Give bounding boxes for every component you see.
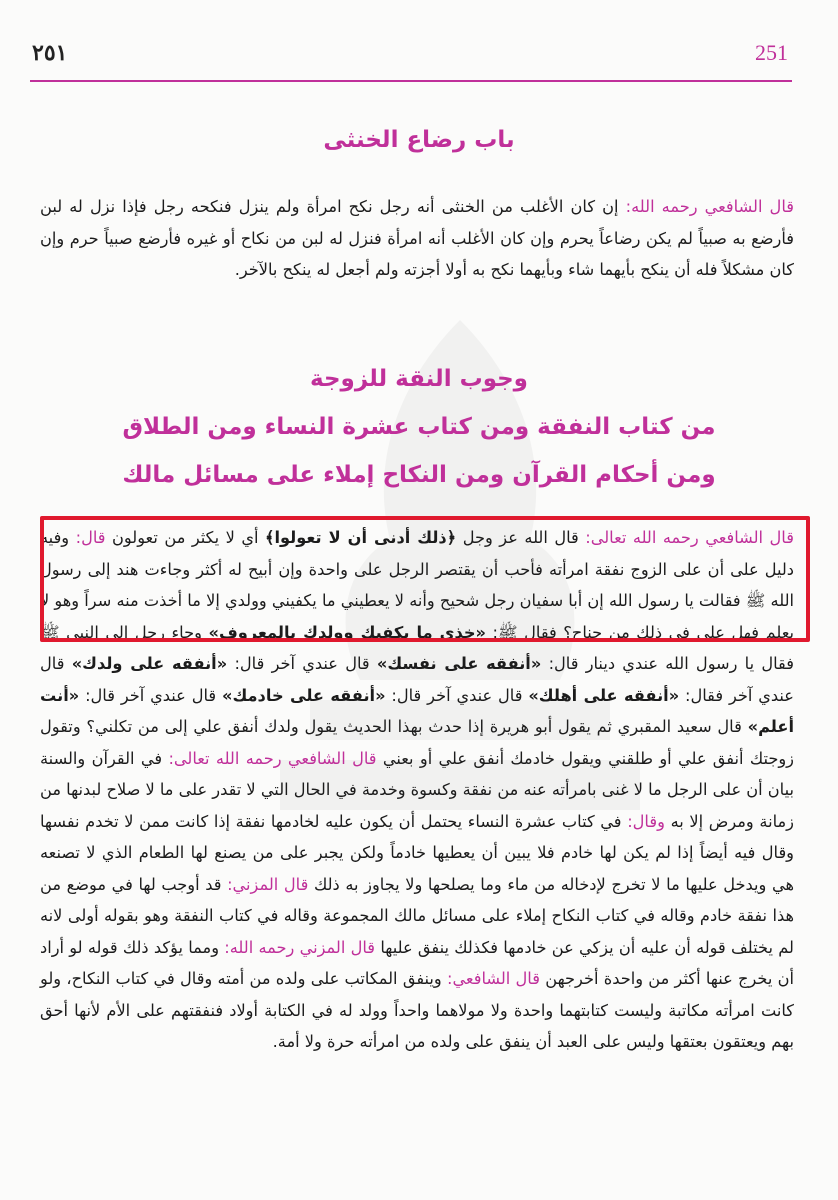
speaker: قال الشافعي رحمه الله تعالى:: [585, 528, 794, 547]
text: قال سعيد المقبري ثم يقول أبو هريرة إذا حدث بهذا الحديث يقول ولدك أنفق علي إلى من تكلني؟ وتقول زوجتك أنفق علي أو طلقني ويقول خادمك أنفق علي أو بعني: [40, 717, 795, 768]
text: قال عندي آخر فقال:: [40, 654, 794, 705]
section-title-khuntha: باب رضاع الخنثى: [323, 127, 515, 153]
hadith-quote: «أنفقه على ولدك»: [71, 654, 228, 673]
text: في القرآن والسنة بيان أن على الرجل ما لا غنى بامرأته عنه من نفقة وكسوة وخدمة في الحال التي لا تقدر على ما لا صلاح لبدنها من زمانة ومرض إلا به: [40, 748, 794, 831]
hadith-quote: «أنت أعلم»: [40, 685, 794, 736]
speaker: قال الشافعي رحمه الله تعالى:: [168, 748, 377, 768]
paragraph-text: إن كان الأغلب من الخنثى أنه رجل نكح امرأة ولم ينزل فنكحه رجل فإذا نزل له لبن فأرضع به صبياً لم يكن رضاعاً يحرم وإن كان الأغلب أنه امرأة فنزل له لبن من نكاح أو غيره فأرضع صبياً حرم وإن كان مشكلاً فله أن ينكح بأيهما شاء وبأيهما نكح به أولا أجزته ولم أجعل له ينكح بالآخر.: [40, 197, 794, 279]
text: أي لا يكثر من تعولون: [112, 528, 259, 547]
text: في كتاب عشرة النساء يحتمل أن يكون عليه لخادمها نفقة إذا كانت ممن لا تخدم نفسها وقال فيه أيضاً إذا لم يكن لها خادم فلا يبين أن يعطيها خادماً ولكن يجبر على من يصنع لها الطعام الذي لا تصنعه هي ويدخل عليها ما لا تخرج لإدخاله من ماء وما يصلحها ولا يجاوز به ذلك: [40, 811, 794, 894]
paragraph-nafaqa: [40, 522, 794, 1058]
text: وجاء رجل إلى النبي ﷺ فقال يا رسول الله عندي دينار قال:: [40, 622, 794, 673]
hadith-quote: «أنفقه على خادمك»: [222, 685, 386, 705]
page-number-arabic: ٢٥١: [32, 40, 68, 66]
speaker: وقال:: [627, 811, 665, 831]
hadith-quote: «أنفقه على نفسك»: [376, 654, 542, 673]
text: ومما يؤكد ذلك قوله لو أراد أن يخرج عنها أكثر من واحدة أخرجهن: [40, 937, 794, 988]
text: قال الله عز وجل: [462, 528, 579, 547]
text: وينفق المكاتب على ولده من أمته وقال في كتاب النكاح، ولو كانت امرأته مكاتبة وليست كتابتهما واحدة ولا مولاهما واحداً وولد له في الكتابة أولاد فنفقتهم على الأم لأنها أحق بهم ويعتقون بعتقها وليس على العبد أن ينفق على ولده من امرأته حرة ولا أمة.: [40, 969, 794, 1051]
text: قد أوجب لها في موضع من هذا نفقة خادم وقاله في كتاب النكاح إملاء على مسائل مالك المجموعة وقاله في كتاب النفقة وهو بقوله أولى لانه لم يختلف قوله أن عليه أن يزكي عن خادمها فكذلك ينفق عليها: [40, 874, 794, 957]
hadith-quote: «أنفقه على أهلك»: [528, 685, 680, 705]
speaker: قال المزني:: [227, 874, 309, 894]
speaker: قال المزني رحمه الله:: [224, 937, 376, 957]
text: وفيه دليل على أن على الزوج نفقة امرأته فأحب أن يقتصر الرجل على واحدة وإن أبيح له أكثر وجاءت هند إلى رسول الله ﷺ فقالت يا رسول الله إن أبا سفيان رجل شحيح وأنه لا يعطيني ما يكفيني وولدي إلا ما أخذت منه سراً وهو لا يعلم فهل علي في ذلك من جناح؟ فقال ﷺ:: [40, 528, 795, 642]
text: قال عندي آخر قال:: [391, 685, 523, 705]
page-number-latin: 251: [755, 40, 788, 65]
header-divider: [30, 80, 792, 82]
paragraph-khuntha: [40, 191, 794, 286]
speaker: قال الشافعي:: [446, 969, 540, 988]
text: قال عندي آخر قال:: [234, 654, 370, 673]
speaker-shafii: قال الشافعي رحمه الله:: [625, 197, 794, 216]
section-title-line2: من كتاب النفقة ومن كتاب عشرة النساء ومن الطلاق: [122, 414, 716, 440]
hadith-quote: «خذي ما يكفيك وولدك بالمعروف»: [208, 622, 486, 642]
section-title-line3: ومن أحكام القرآن ومن النكاح إملاء على مسائل مالك: [122, 462, 716, 488]
speaker: قال:: [75, 528, 106, 547]
section-title-line1: وجوب النقة للزوجة: [310, 366, 528, 392]
quran-quote: ﴿ذلك أدنى أن لا تعولوا﴾: [265, 528, 457, 547]
text: قال عندي آخر قال:: [85, 685, 217, 705]
